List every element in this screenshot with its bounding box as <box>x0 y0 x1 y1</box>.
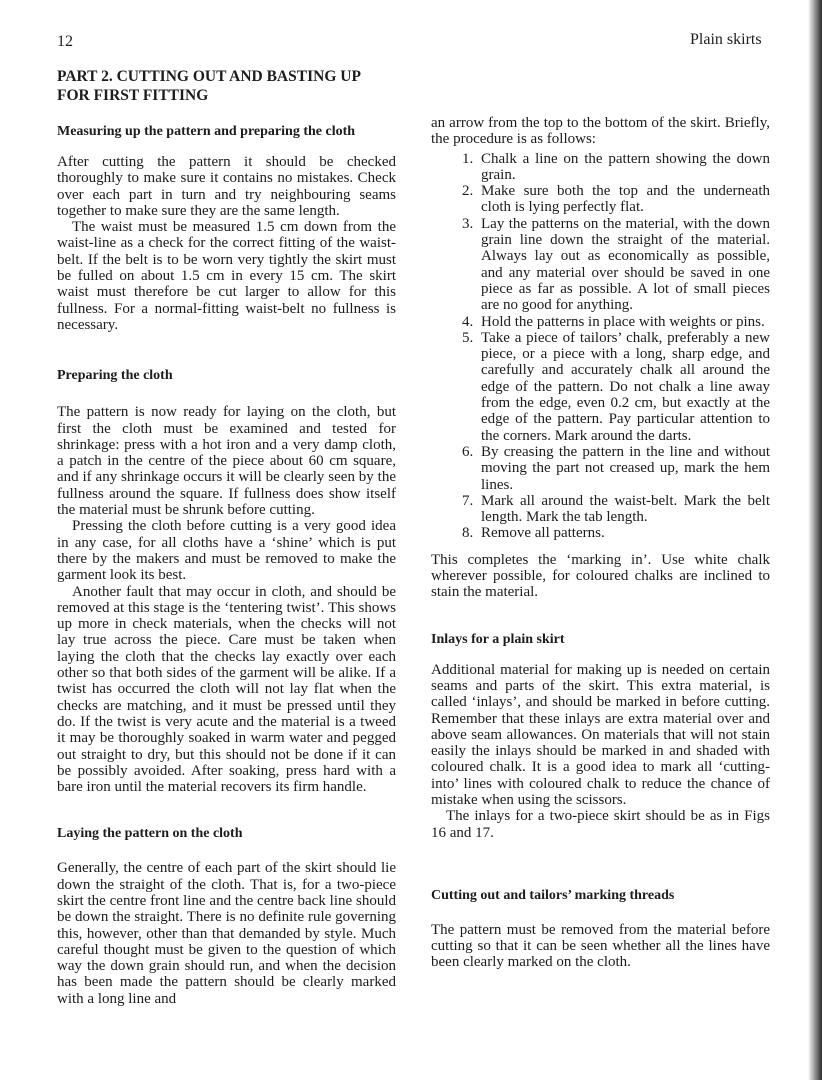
paragraph: The pattern must be removed from the material before cutting so that it can be seen whether all the lines have been clearly marked on the cloth. <box>431 921 770 971</box>
section-heading-cutting: Cutting out and tailors’ marking threads <box>431 887 675 903</box>
paragraph: The inlays for a two-piece skirt should be as in Figs 16 and 17. <box>431 808 770 841</box>
list-item <box>462 314 770 330</box>
list-item <box>462 216 770 314</box>
paragraph: Generally, the centre of each part of the skirt should lie down the straight of the cloth. That is, for a two-piece skirt the centre front line and the centre back line should be down the straight. There is no definite rule governing this, however, other than that demanded by style. Much careful thought must be given to the question of which way the down grain should run, and when the decision has been made the pattern should be clearly marked with a long line and <box>57 860 396 1007</box>
list-item-text: Make sure both the top and the underneath cloth is lying perfectly flat. <box>481 183 770 216</box>
left-column <box>57 67 396 1007</box>
list-item <box>462 330 770 444</box>
list-item <box>462 525 770 541</box>
list-item-text: By creasing the pattern in the line and without moving the part not creased up, mark the hem lines. <box>481 443 770 493</box>
page-number: 12 <box>57 33 73 50</box>
section-heading-laying: Laying the pattern on the cloth <box>57 826 243 842</box>
list-item <box>462 183 770 216</box>
list-item-number: 8. <box>462 525 474 542</box>
list-item-text: Mark all around the waist-belt. Mark the belt length. Mark the tab length. <box>481 492 770 526</box>
paragraph: After cutting the pattern it should be checked thoroughly to make sure it contains no mistakes. Check over each part in turn and try neighbouring seams together to make sure they are the same length. <box>57 154 396 219</box>
list-item <box>462 493 770 526</box>
list-item-text: Chalk a line on the pattern showing the down grain. <box>481 150 770 183</box>
paragraph: Additional material for making up is needed on certain seams and parts of the skirt. This extra material, is called ‘inlays’, and should be marked in before cutting. Remember that these inlays are extra material over and above seam allowances. On materials that will not stain easily the inlays should be marked in and shaded with coloured chalk. It is a good idea to mark all ‘cutting-into’ lines with coloured chalk to reduce the chance of mistake when using the scissors. <box>431 661 770 808</box>
list-item-number: 2. <box>462 183 474 200</box>
part-title: PART 2. CUTTING OUT AND BASTING UP FOR FIRST FITTING <box>57 68 361 104</box>
paragraph: This completes the ‘marking in’. Use white chalk wherever possible, for coloured chalks are inclined to stain the material. <box>431 551 770 601</box>
list-item-number: 4. <box>462 313 474 330</box>
list-item-text: Lay the patterns on the material, with the down grain line down the straight of the material. Always lay out as economically as possible, and any material over should be saved in one piece as far as possible. A lot of small pieces are no good for anything. <box>481 215 770 314</box>
list-item-number: 3. <box>462 215 474 232</box>
list-item-number: 1. <box>462 150 474 167</box>
section-heading-preparing: Preparing the cloth <box>57 368 173 384</box>
list-item <box>462 151 770 184</box>
paragraph: The waist must be measured 1.5 cm down from the waist-line as a check for the correct fitting of the waist-belt. If the belt is to be worn very tightly the skirt must be fulled on about 1.5 cm in every 15 cm. The skirt waist must therefore be cut larger to allow for this fullness. For a normal-fitting waist-belt no fullness is necessary. <box>57 219 396 333</box>
list-item-number: 5. <box>462 329 474 346</box>
section-heading-measuring: Measuring up the pattern and preparing the cloth <box>57 124 356 139</box>
paragraph: Another fault that may occur in cloth, and should be removed at this stage is the ‘tentering twist’. This shows up more in check materials, when the checks will not lay true across the piece. Care must be taken when laying the cloth that the checks lay exactly over each other so that both sides of the garment will be alike. If a twist has occurred the cloth will not lay flat when the checks are matching, and it must be pressed until they do. If the twist is very acute and the material is a tweed it may be thoroughly soaked in warm water and pegged out straight to dry, but this should not be done if it can be possibly avoided. After soaking, press hard with a bare iron until the material recovers its firm handle. <box>57 583 396 796</box>
page-edge-shadow <box>808 0 822 1080</box>
list-item-number: 7. <box>462 492 474 509</box>
list-item-text: Remove all patterns. <box>481 525 605 542</box>
right-column <box>431 115 770 971</box>
paragraph: an arrow from the top to the bottom of the skirt. Briefly, the procedure is as follows: <box>431 115 770 148</box>
paragraph: Pressing the cloth before cutting is a very good idea in any case, for all cloths have a ‘shine’ which is put there by the makers and must be removed to make the garment look its best. <box>57 518 396 584</box>
running-head: Plain skirts <box>690 31 762 48</box>
list-item-text: Take a piece of tailors’ chalk, preferably a new piece, or a piece with a long, sharp edge, and carefully and accurately chalk all around the edge of the pattern. Do not chalk a line away from the edge, even 0.2 cm, but exactly at the edge of the pattern. Pay particular attention to the corners. Mark around the darts. <box>481 329 770 444</box>
procedure-list <box>431 151 770 542</box>
list-item <box>462 444 770 493</box>
paragraph: The pattern is now ready for laying on the cloth, but first the cloth must be examined and tested for shrinkage: press with a hot iron and a very damp cloth, a patch in the centre of the piece about 60 cm square, and if any shrinkage occurs it will be clearly seen by the fullness around the square. If fullness does show itself the material must be shrunk before cutting. <box>57 404 396 519</box>
section-heading-inlays: Inlays for a plain skirt <box>431 631 565 647</box>
list-item-text: Hold the patterns in place with weights or pins. <box>481 313 765 330</box>
list-item-number: 6. <box>462 443 474 460</box>
